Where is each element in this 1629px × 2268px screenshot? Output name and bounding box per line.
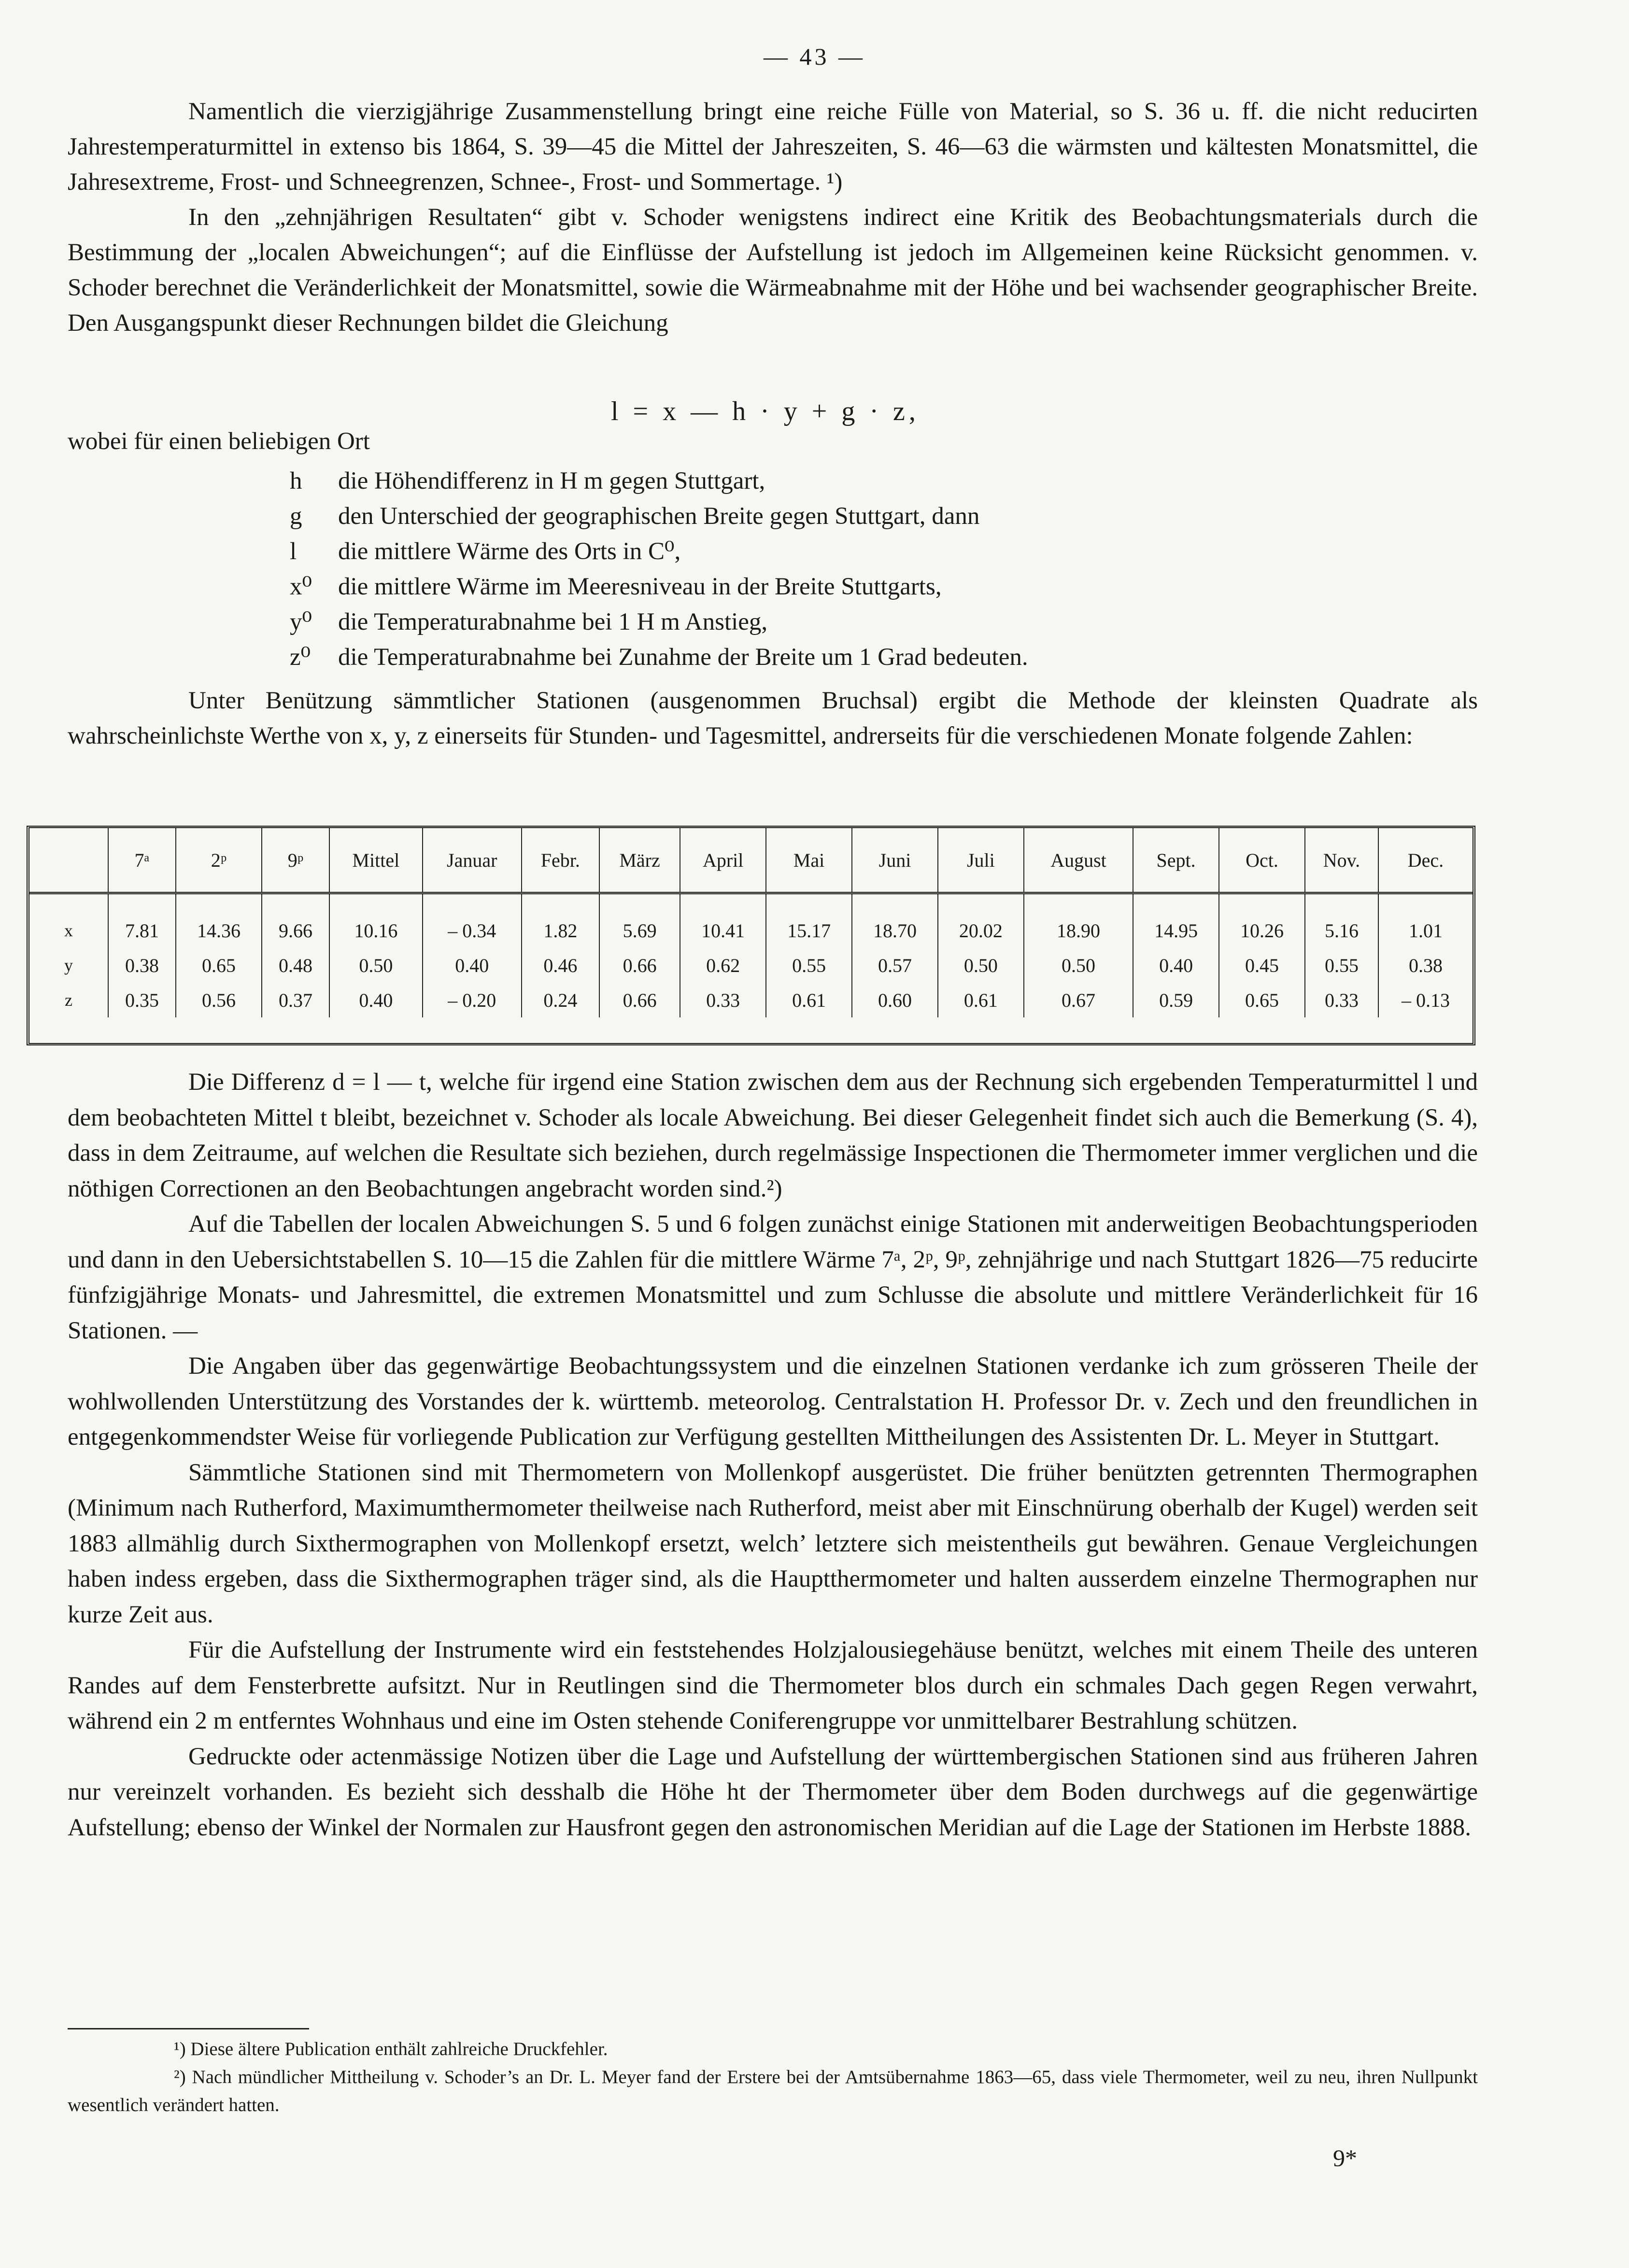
paragraph: In den „zehnjährigen Resultaten“ gibt v. Schoder wenigstens indirect eine Kritik des Beobachtungsmaterials durch die Bestimmung der „localen Abweichungen“; auf die Einflüsse der Aufstellung ist jedoch im Allgemeinen keine Rücksicht genommen. v. Schoder berechnet die Veränderlichkeit der Monatsmittel, sowie die Wärmeabnahme mit der Höhe und bei wachsender geographischer Breite. Den Ausgangspunkt dieser Rechnungen bildet die Gleichung bbox=[68, 204, 1478, 337]
table-cell: 0.65 bbox=[1219, 983, 1305, 1017]
coefficient-table bbox=[27, 826, 1475, 1045]
table-cell: 0.24 bbox=[522, 983, 599, 1017]
table-cell: 0.46 bbox=[522, 948, 599, 983]
table-cell: – 0.13 bbox=[1401, 989, 1450, 1011]
paragraph: Unter Benützung sämmtlicher Stationen (ausgenommen Bruchsal) ergibt die Methode der kleinsten Quadrate als wahrscheinlichste Werthe von x, y, z einerseits für Stunden- und Tagesmittel, andrerseits für die verschiedenen Monate folgende Zahlen: bbox=[68, 687, 1478, 749]
definition-symbol: x⁰ bbox=[290, 573, 312, 600]
column-header: Juli bbox=[938, 828, 1024, 893]
table-cell: 1.01 bbox=[1408, 919, 1443, 942]
paragraph: Für die Aufstellung der Instrumente wird ein feststehendes Holzjalousiegehäuse benützt, welches mit einem Theile des unteren Randes auf dem Fensterbrette aufsitzt. Nur in Reutlingen sind die Thermometer blos durch ein schmales Dach gegen Regen verwahrt, während ein 2 m entferntes Wohnhaus und eine im Osten stehende Coniferengruppe vor unmittelbarer Bestrahlung schützen. bbox=[68, 1636, 1478, 1734]
table-cell: 0.33 bbox=[680, 983, 766, 1017]
table-cell: 0.38 bbox=[1408, 954, 1443, 976]
table-cell: 0.61 bbox=[766, 983, 852, 1017]
table-cell: 0.66 bbox=[599, 983, 680, 1017]
table-row bbox=[29, 983, 1473, 1017]
footnote: ¹) Diese ältere Publication enthält zahlreiche Druckfehler. bbox=[174, 2039, 608, 2059]
footnote-divider bbox=[68, 2028, 309, 2029]
definition-row bbox=[290, 534, 1028, 569]
column-header: Febr. bbox=[522, 828, 599, 893]
table-cell: 7.81 bbox=[108, 893, 176, 948]
definition-text: die Höhendifferenz in H m gegen Stuttgart, bbox=[338, 467, 765, 494]
table-cell: 10.41 bbox=[680, 893, 766, 948]
column-header: April bbox=[680, 828, 766, 893]
signature-mark: 9* bbox=[1333, 2144, 1357, 2171]
definition-row bbox=[290, 464, 1028, 499]
definition-row bbox=[290, 605, 1028, 640]
definition-symbol: l bbox=[290, 538, 297, 565]
column-header: 2ᵖ bbox=[176, 828, 262, 893]
table-cell: 0.35 bbox=[108, 983, 176, 1017]
definition-symbol: h bbox=[290, 467, 302, 494]
table-cell: 0.37 bbox=[262, 983, 329, 1017]
definition-text: die Temperaturabnahme bei Zunahme der Breite um 1 Grad bedeuten. bbox=[338, 644, 1028, 671]
intro-paragraphs bbox=[68, 94, 1478, 341]
table-cell: – 0.34 bbox=[423, 893, 522, 948]
table-cell: 15.17 bbox=[766, 893, 852, 948]
definition-row bbox=[290, 640, 1028, 675]
paragraph: Die Angaben über das gegenwärtige Beobachtungssystem und die einzelnen Stationen verdanke ich zum grösseren Theile der wohlwollenden Unterstützung des Vorstandes der k. württemb. meteorolog. Centralstation H. Professor Dr. v. Zech und den freundlichen in entgegenkommendster Weise für vorliegende Publication zur Verfügung gestellten Mittheilungen des Assistenten Dr. L. Meyer in Stuttgart. bbox=[68, 1352, 1478, 1451]
table-cell: 18.90 bbox=[1024, 893, 1133, 948]
table-cell: 0.45 bbox=[1219, 948, 1305, 983]
coefficient-table-grid bbox=[29, 828, 1473, 1017]
column-header: Mittel bbox=[329, 828, 423, 893]
table-cell: 0.40 bbox=[329, 983, 423, 1017]
table-cell: 18.70 bbox=[852, 893, 938, 948]
column-header: März bbox=[599, 828, 680, 893]
row-label: y bbox=[29, 948, 108, 983]
definition-symbol: y⁰ bbox=[290, 608, 312, 635]
column-header: Sept. bbox=[1133, 828, 1219, 893]
table-cell: 0.50 bbox=[938, 948, 1024, 983]
table-cell: – 0.20 bbox=[423, 983, 522, 1017]
table-cell: 0.56 bbox=[176, 983, 262, 1017]
column-header: Januar bbox=[423, 828, 522, 893]
paragraph: Die Differenz d = l — t, welche für irgend eine Station zwischen dem aus der Rechnung sich ergebenden Temperaturmittel l und dem beobachteten Mittel t bleibt, bezeichnet v. Schoder als locale Abweichung. Bei dieser Gelegenheit findet sich auch die Bemerkung (S. 4), dass in dem Zeitraume, auf welchen die Resultate sich beziehen, durch regelmässige Inspectionen die Thermometer immer verglichen und die nöthigen Correctionen an den Beobachtungen angebracht worden sind.²) bbox=[68, 1069, 1478, 1202]
column-header: August bbox=[1024, 828, 1133, 893]
table-cell: 5.69 bbox=[599, 893, 680, 948]
definition-symbol: g bbox=[290, 503, 302, 530]
table-cell: 20.02 bbox=[938, 893, 1024, 948]
table-cell: 0.48 bbox=[262, 948, 329, 983]
definition-text: die mittlere Wärme im Meeresniveau in der Breite Stuttgarts, bbox=[338, 573, 942, 600]
definition-symbol: z⁰ bbox=[290, 644, 311, 671]
table-cell: 14.95 bbox=[1133, 893, 1219, 948]
column-header: Juni bbox=[852, 828, 938, 893]
table-cell: 10.26 bbox=[1219, 893, 1305, 948]
paragraph: Auf die Tabellen der localen Abweichungen S. 5 und 6 folgen zunächst einige Stationen mit anderweitigen Beobachtungsperioden und dann in den Uebersichtstabellen S. 10—15 die Zahlen für die mittlere Wärme 7ᵃ, 2ᵖ, 9ᵖ, zehnjährige und nach Stuttgart 1826—75 reducirte fünfzigjährige Monats- und Jahresmittel, die extremen Monatsmittel und zum Schlusse die absolute und mittlere Veränderlichkeit für 16 Stationen. — bbox=[68, 1211, 1478, 1344]
table-cell: 0.38 bbox=[108, 948, 176, 983]
table-cell: 5.16 bbox=[1305, 893, 1378, 948]
table-cell: 1.82 bbox=[522, 893, 599, 948]
definition-list bbox=[290, 464, 1028, 675]
table-cell: 0.62 bbox=[680, 948, 766, 983]
table-cell: 0.57 bbox=[852, 948, 938, 983]
table-cell: 0.66 bbox=[599, 948, 680, 983]
column-header: 9ᵖ bbox=[262, 828, 329, 893]
row-label: x bbox=[29, 893, 108, 948]
definition-text: die mittlere Wärme des Orts in C⁰, bbox=[338, 538, 681, 565]
definition-row bbox=[290, 569, 1028, 605]
footnote: ²) Nach mündlicher Mittheilung v. Schoder’s an Dr. L. Meyer fand der Erstere bei der Amtsübernahme 1863—65, dass viele Thermometer, weil zu neu, ihren Nullpunkt wesentlich verändert hatten. bbox=[68, 2067, 1478, 2115]
table-row bbox=[29, 893, 1473, 948]
page-number: — 43 — bbox=[764, 43, 865, 70]
table-cell: 0.50 bbox=[1024, 948, 1133, 983]
paragraph: Gedruckte oder actenmässige Notizen über die Lage und Aufstellung der württembergischen Stationen sind aus früheren Jahren nur vereinzelt vorhanden. Es bezieht sich desshalb die Höhe ht der Thermometer über dem Boden durchwegs auf die gegenwärtige Aufstellung; ebenso der Winkel der Normalen zur Hausfront gegen den astronomischen Meridian auf die Lage der Stationen im Herbste 1888. bbox=[68, 1743, 1478, 1841]
body-paragraphs bbox=[68, 1065, 1478, 1845]
equation-lead: wobei für einen beliebigen Ort bbox=[68, 428, 370, 455]
definition-row bbox=[290, 499, 1028, 534]
definition-text: den Unterschied der geographischen Breite gegen Stuttgart, dann bbox=[338, 503, 980, 530]
table-cell: 0.40 bbox=[1133, 948, 1219, 983]
column-header: 7ᵃ bbox=[108, 828, 176, 893]
column-header: Mai bbox=[766, 828, 852, 893]
table-cell: 0.40 bbox=[423, 948, 522, 983]
table-cell: 10.16 bbox=[329, 893, 423, 948]
table-intro bbox=[68, 683, 1478, 754]
equation: l = x — h · y + g · z, bbox=[611, 396, 920, 426]
table-cell: 14.36 bbox=[176, 893, 262, 948]
table-corner bbox=[29, 828, 108, 893]
paragraph: Sämmtliche Stationen sind mit Thermometern von Mollenkopf ausgerüstet. Die früher benützten getrennten Thermographen (Minimum nach Rutherford, Maximumthermometer theilweise nach Rutherford, meist aber mit Einschnürung oberhalb der Kugel) werden seit 1883 allmählig durch Sixthermographen von Mollenkopf ersetzt, welch’ letztere sich meistentheils gut bewähren. Genaue Vergleichungen haben indess ergeben, dass die Sixthermographen träger sind, als die Hauptthermometer und halten ausserdem einzelne Thermographen nur kurze Zeit aus. bbox=[68, 1459, 1478, 1628]
table-cell: 9.66 bbox=[262, 893, 329, 948]
table-cell: 0.61 bbox=[938, 983, 1024, 1017]
row-label: z bbox=[29, 983, 108, 1017]
footnotes bbox=[68, 2035, 1478, 2119]
definition-text: die Temperaturabnahme bei 1 H m Anstieg, bbox=[338, 608, 768, 635]
table-row bbox=[29, 948, 1473, 983]
column-header: Dec. bbox=[1378, 828, 1473, 893]
column-header: Oct. bbox=[1219, 828, 1305, 893]
table-cell: 0.55 bbox=[1305, 948, 1378, 983]
table-cell: 0.50 bbox=[329, 948, 423, 983]
column-header: Nov. bbox=[1305, 828, 1378, 893]
table-header-row bbox=[29, 828, 1473, 893]
table-cell: 0.33 bbox=[1305, 983, 1378, 1017]
table-cell: 0.60 bbox=[852, 983, 938, 1017]
table-cell: 0.65 bbox=[176, 948, 262, 983]
table-cell: 0.55 bbox=[766, 948, 852, 983]
table-cell: 0.67 bbox=[1024, 983, 1133, 1017]
paragraph: Namentlich die vierzigjährige Zusammenstellung bringt eine reiche Fülle von Material, so S. 36 u. ff. die nicht reducirten Jahrestemperaturmittel in extenso bis 1864, S. 39—45 die Mittel der Jahreszeiten, S. 46—63 die wärmsten und kältesten Monatsmittel, die Jahresextreme, Frost- und Schneegrenzen, Schnee-, Frost- und Sommertage. ¹) bbox=[68, 98, 1478, 196]
table-cell: 0.59 bbox=[1133, 983, 1219, 1017]
